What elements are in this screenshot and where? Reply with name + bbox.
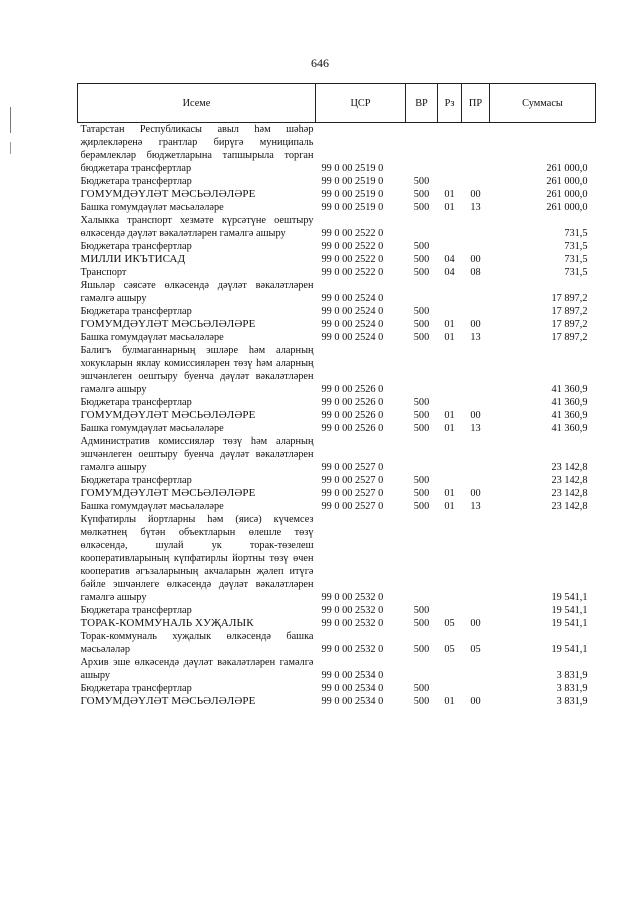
- cell-vr: 500: [413, 501, 430, 512]
- table-row: [78, 175, 596, 188]
- cell-csr: 99 0 00 2519 0: [321, 163, 384, 174]
- cell-csr: 99 0 00 2522 0: [321, 267, 384, 278]
- cell-rz: 01: [444, 696, 455, 707]
- cell-csr: 99 0 00 2519 0: [321, 202, 384, 213]
- header-name: Исеме: [78, 84, 316, 123]
- cell-vr: 500: [413, 306, 430, 317]
- cell-csr: 99 0 00 2532 0: [321, 644, 384, 655]
- cell-vr: 500: [413, 332, 430, 343]
- cell-pr: 00: [470, 618, 481, 629]
- table-row: [78, 474, 596, 487]
- cell-pr: [462, 656, 490, 682]
- cell-vr: 500: [413, 397, 430, 408]
- margin-mark: [10, 107, 11, 133]
- cell-rz: 01: [444, 319, 455, 330]
- cell-vr: 500: [413, 644, 430, 655]
- cell-rz: 05: [444, 618, 455, 629]
- cell-sum: 731,5: [564, 228, 588, 239]
- cell-csr: 99 0 00 2522 0: [321, 228, 384, 239]
- cell-name: ГОМУМДӘҮЛӘТ МӘСЬӘЛӘЛӘРЕ: [80, 188, 256, 200]
- cell-name: Башка гомумдәүләт мәсьәләләре: [80, 423, 224, 434]
- cell-csr: 99 0 00 2519 0: [321, 176, 384, 187]
- cell-pr: [462, 123, 490, 176]
- cell-rz: 01: [444, 332, 455, 343]
- table-row: [78, 305, 596, 318]
- cell-sum: 23 142,8: [551, 475, 588, 486]
- cell-vr: 500: [413, 319, 430, 330]
- cell-sum: 731,5: [564, 267, 588, 278]
- header-sum: Суммасы: [490, 84, 596, 123]
- cell-pr: 00: [470, 254, 481, 265]
- cell-csr: 99 0 00 2522 0: [321, 241, 384, 252]
- cell-csr: 99 0 00 2527 0: [321, 501, 384, 512]
- cell-sum: 17 897,2: [551, 293, 588, 304]
- cell-name: Транспорт: [80, 267, 127, 278]
- budget-table: [77, 83, 596, 708]
- cell-sum: 3 831,9: [556, 683, 588, 694]
- cell-pr: [462, 435, 490, 474]
- cell-pr: [462, 344, 490, 396]
- cell-csr: 99 0 00 2522 0: [321, 254, 384, 265]
- cell-sum: 41 360,9: [551, 423, 588, 434]
- cell-rz: [438, 344, 462, 396]
- table-row: [78, 604, 596, 617]
- cell-name: Административ комиссияләр төзү һәм аларның эшчәнлеген оештыру буенча дәүләт вәкаләтләрен гамәлгә ашыру: [80, 436, 314, 473]
- cell-name: Башка гомумдәүләт мәсьәләләре: [80, 332, 224, 343]
- cell-vr: 500: [413, 696, 430, 707]
- table-row: [78, 318, 596, 331]
- cell-name: Халыкка транспорт хезмәте күрсәтүне оештыру өлкәсендә дәүләт вәкаләтләрен гамәлгә ашыру: [80, 215, 314, 239]
- cell-sum: 261 000,0: [546, 176, 588, 187]
- cell-name: Башка гомумдәүләт мәсьәләләре: [80, 501, 224, 512]
- cell-sum: 17 897,2: [551, 306, 588, 317]
- table-row: [78, 513, 596, 604]
- cell-rz: [438, 214, 462, 240]
- cell-csr: 99 0 00 2524 0: [321, 306, 384, 317]
- cell-pr: 00: [470, 488, 481, 499]
- cell-name: ГОМУМДӘҮЛӘТ МӘСЬӘЛӘЛӘРЕ: [80, 695, 256, 707]
- table-row: [78, 266, 596, 279]
- cell-csr: 99 0 00 2532 0: [321, 592, 384, 603]
- cell-name: Бюджетара трансфертлар: [80, 306, 192, 317]
- cell-name: Башка гомумдәүләт мәсьәләләре: [80, 202, 224, 213]
- header-rz: Рз: [438, 84, 462, 123]
- cell-sum: 17 897,2: [551, 319, 588, 330]
- cell-csr: 99 0 00 2524 0: [321, 319, 384, 330]
- header-vr: ВР: [406, 84, 438, 123]
- table-row: [78, 617, 596, 630]
- cell-name: Күпфатирлы йортларны һәм (яисә) күчемсез мөлкәтнең бүтән объектларын өлешле төзү өлкәсендә, шулай ук торак-төзелеш кооперативларының күпфатирлы йортны төзү өчен кооператив әгъзаларының акчаларын җәлеп итүгә бәйле эшчәнлеге өлкәсендә дәүләт вәкаләтләрен гамәлгә ашыру: [80, 514, 314, 603]
- cell-name: ТОРАК-КОММУНАЛЬ ХУҖАЛЫК: [80, 617, 254, 629]
- cell-rz: [438, 604, 462, 617]
- cell-sum: 23 142,8: [551, 488, 588, 499]
- cell-rz: 01: [444, 189, 455, 200]
- cell-vr: [406, 435, 438, 474]
- cell-csr: 99 0 00 2524 0: [321, 332, 384, 343]
- cell-pr: [462, 214, 490, 240]
- cell-vr: 500: [413, 423, 430, 434]
- table-row: [78, 331, 596, 344]
- cell-sum: 19 541,1: [551, 618, 588, 629]
- cell-sum: 3 831,9: [556, 670, 588, 681]
- cell-name: МИЛЛИ ИКЪТИСАД: [80, 253, 186, 265]
- cell-pr: 00: [470, 189, 481, 200]
- cell-name: Бюджетара трансфертлар: [80, 605, 192, 616]
- cell-csr: 99 0 00 2526 0: [321, 384, 384, 395]
- cell-rz: [438, 435, 462, 474]
- table-row: [78, 487, 596, 500]
- cell-pr: [462, 604, 490, 617]
- cell-vr: 500: [413, 241, 430, 252]
- cell-pr: [462, 175, 490, 188]
- cell-name: Балигъ булмаганнарның эшләре һәм аларның хокукларын яклау комиссияләрен төзү һәм аларның эшчәнлеген оештыру буенча дәүләт вәкаләтләрен гамәлгә ашыру: [80, 345, 314, 395]
- table-row: [78, 500, 596, 513]
- cell-name: ГОМУМДӘҮЛӘТ МӘСЬӘЛӘЛӘРЕ: [80, 409, 256, 421]
- table-row: [78, 279, 596, 305]
- cell-pr: 00: [470, 696, 481, 707]
- cell-sum: 41 360,9: [551, 410, 588, 421]
- table-row: [78, 123, 596, 176]
- margin-mark: [10, 142, 11, 154]
- cell-csr: 99 0 00 2532 0: [321, 618, 384, 629]
- cell-rz: 01: [444, 488, 455, 499]
- cell-rz: 04: [444, 254, 455, 265]
- cell-csr: 99 0 00 2526 0: [321, 397, 384, 408]
- cell-vr: 500: [413, 605, 430, 616]
- cell-sum: 41 360,9: [551, 397, 588, 408]
- cell-pr: 13: [470, 202, 481, 213]
- cell-vr: [406, 123, 438, 176]
- cell-sum: 19 541,1: [551, 644, 588, 655]
- cell-rz: [438, 474, 462, 487]
- cell-pr: 00: [470, 319, 481, 330]
- cell-sum: 261 000,0: [546, 202, 588, 213]
- cell-name: ГОМУМДӘҮЛӘТ МӘСЬӘЛӘЛӘРЕ: [80, 487, 256, 499]
- cell-pr: [462, 396, 490, 409]
- cell-sum: 19 541,1: [551, 605, 588, 616]
- cell-csr: 99 0 00 2534 0: [321, 670, 384, 681]
- cell-rz: 01: [444, 423, 455, 434]
- cell-vr: [406, 513, 438, 604]
- table-row: [78, 656, 596, 682]
- table-row: [78, 695, 596, 708]
- cell-rz: [438, 175, 462, 188]
- cell-name: Бюджетара трансфертлар: [80, 241, 192, 252]
- cell-vr: 500: [413, 618, 430, 629]
- cell-name: Архив эше өлкәсендә дәүләт вәкаләтләрен гамәлгә ашыру: [80, 657, 314, 681]
- cell-name: Бюджетара трансфертлар: [80, 683, 192, 694]
- cell-csr: 99 0 00 2534 0: [321, 683, 384, 694]
- cell-name: Бюджетара трансфертлар: [80, 176, 192, 187]
- cell-vr: [406, 279, 438, 305]
- cell-sum: 731,5: [564, 254, 588, 265]
- cell-rz: 05: [444, 644, 455, 655]
- cell-rz: 04: [444, 267, 455, 278]
- cell-pr: 13: [470, 332, 481, 343]
- cell-csr: 99 0 00 2524 0: [321, 293, 384, 304]
- cell-name: Торак-коммуналь хуҗалык өлкәсендә башка мәсьәләләр: [80, 631, 314, 655]
- cell-csr: 99 0 00 2534 0: [321, 696, 384, 707]
- table-header-row: [78, 84, 596, 123]
- cell-vr: [406, 214, 438, 240]
- cell-rz: [438, 513, 462, 604]
- cell-csr: 99 0 00 2519 0: [321, 189, 384, 200]
- cell-csr: 99 0 00 2527 0: [321, 475, 384, 486]
- cell-pr: 13: [470, 423, 481, 434]
- cell-rz: [438, 682, 462, 695]
- cell-name: Бюджетара трансфертлар: [80, 475, 192, 486]
- page-number: 646: [311, 56, 329, 70]
- cell-rz: 01: [444, 501, 455, 512]
- table-row: [78, 396, 596, 409]
- cell-csr: 99 0 00 2527 0: [321, 462, 384, 473]
- header-pr: ПР: [462, 84, 490, 123]
- cell-vr: 500: [413, 683, 430, 694]
- cell-pr: 13: [470, 501, 481, 512]
- cell-vr: [406, 344, 438, 396]
- cell-pr: [462, 279, 490, 305]
- cell-name: Бюджетара трансфертлар: [80, 397, 192, 408]
- cell-name: Татарстан Республикасы авыл һәм шәһәр җирлекләренә грантлар бирүгә муниципаль берәмлекләр бюджетларына тапшырыла торган бюджетара трансфертлар: [80, 124, 314, 174]
- cell-sum: 41 360,9: [551, 384, 588, 395]
- cell-pr: 00: [470, 410, 481, 421]
- cell-pr: 08: [470, 267, 481, 278]
- cell-rz: 01: [444, 410, 455, 421]
- cell-vr: [406, 656, 438, 682]
- cell-sum: 261 000,0: [546, 189, 588, 200]
- cell-csr: 99 0 00 2526 0: [321, 410, 384, 421]
- table-row: [78, 682, 596, 695]
- cell-vr: 500: [413, 267, 430, 278]
- table-row: [78, 214, 596, 240]
- cell-pr: [462, 474, 490, 487]
- table-row: [78, 409, 596, 422]
- cell-pr: [462, 513, 490, 604]
- cell-rz: [438, 279, 462, 305]
- cell-sum: 23 142,8: [551, 501, 588, 512]
- cell-rz: [438, 396, 462, 409]
- cell-sum: 19 541,1: [551, 592, 588, 603]
- table-row: [78, 201, 596, 214]
- cell-vr: 500: [413, 488, 430, 499]
- cell-rz: [438, 123, 462, 176]
- cell-vr: 500: [413, 202, 430, 213]
- table-row: [78, 422, 596, 435]
- cell-sum: 731,5: [564, 241, 588, 252]
- cell-sum: 17 897,2: [551, 332, 588, 343]
- table-row: [78, 240, 596, 253]
- cell-name: ГОМУМДӘҮЛӘТ МӘСЬӘЛӘЛӘРЕ: [80, 318, 256, 330]
- cell-rz: 01: [444, 202, 455, 213]
- table-row: [78, 435, 596, 474]
- cell-rz: [438, 240, 462, 253]
- cell-pr: [462, 682, 490, 695]
- cell-vr: 500: [413, 475, 430, 486]
- cell-rz: [438, 305, 462, 318]
- cell-sum: 3 831,9: [556, 696, 588, 707]
- cell-csr: 99 0 00 2532 0: [321, 605, 384, 616]
- cell-vr: 500: [413, 410, 430, 421]
- cell-pr: 05: [470, 644, 481, 655]
- cell-rz: [438, 656, 462, 682]
- cell-vr: 500: [413, 189, 430, 200]
- cell-vr: 500: [413, 176, 430, 187]
- table-row: [78, 188, 596, 201]
- table-row: [78, 344, 596, 396]
- cell-pr: [462, 240, 490, 253]
- cell-pr: [462, 305, 490, 318]
- cell-vr: 500: [413, 254, 430, 265]
- cell-name: Яшьләр сәясәте өлкәсендә дәүләт вәкаләтләрен гамәлгә ашыру: [80, 280, 314, 304]
- table-row: [78, 253, 596, 266]
- header-csr: ЦСР: [316, 84, 406, 123]
- cell-sum: 261 000,0: [546, 163, 588, 174]
- cell-csr: 99 0 00 2526 0: [321, 423, 384, 434]
- table-row: [78, 630, 596, 656]
- cell-csr: 99 0 00 2527 0: [321, 488, 384, 499]
- cell-sum: 23 142,8: [551, 462, 588, 473]
